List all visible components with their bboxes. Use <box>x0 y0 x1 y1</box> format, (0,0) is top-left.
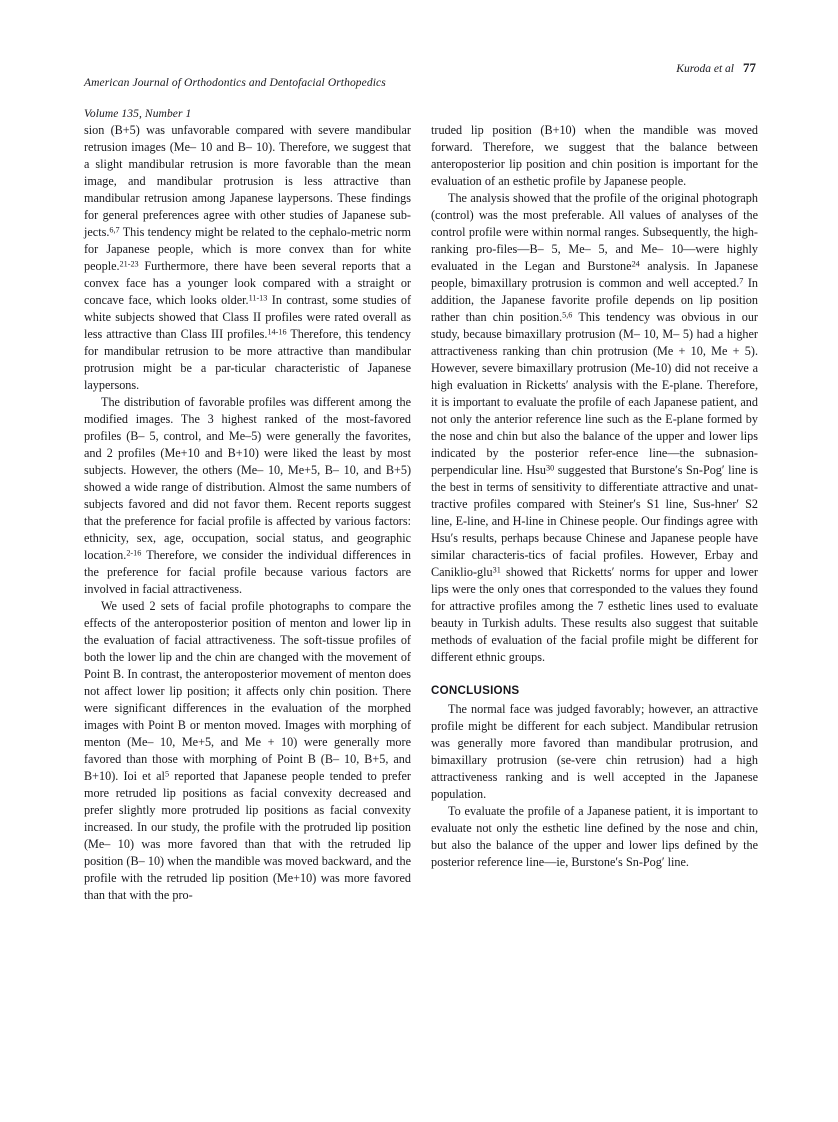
reference-superscript: 21-23 <box>119 259 139 269</box>
running-head-journal <box>84 60 386 122</box>
reference-superscript: 30 <box>546 463 555 473</box>
reference-superscript: 5,6 <box>562 310 573 320</box>
paragraph-distribution-of-favorable-profiles: The distribution of favorable profiles was different among the modified images. The 3 highest ranked of the most-favored profiles (B– 5, control, and Me–5) were generally the favorites, and 2 profiles (Me+10 and B+10) were liked the least by most subjects. However, the others (Me– 10, Me+5, B– 10, and B+5) showed a wide range of distribution. Almost the same numbers of subjects favored and did not favor them. Recent reports suggest that the preference for facial profile is affected by various factors: ethnicity, sex, age, occupation, social status, and geographic location.$^{2-16}$ Therefore, we consider the individual differences in the preference for facial profile because various factors are involved in facial attractiveness. <box>84 395 411 596</box>
running-head-folio <box>676 60 756 78</box>
reference-superscript: 2-16 <box>126 548 142 558</box>
page-number: 77 <box>743 60 756 75</box>
reference-superscript: 5 <box>164 769 170 779</box>
right-column <box>431 122 758 1067</box>
paragraph-continued-protruded-lip: truded lip position (B+10) when the mandible was moved forward. Therefore, we suggest that the balance between anteroposterior lip position and chin position is important for the evaluation of an esthetic profile by Japanese people. <box>431 123 758 188</box>
reference-superscript: 6,7 <box>109 225 120 235</box>
paragraph-two-sets-of-photographs: We used 2 sets of facial profile photographs to compare the effects of the anteroposterior position of menton and lower lip in the evaluation of facial attractiveness. The soft-tissue profiles of both the lower lip and the chin are changed with the movement of Point B. In contrast, the anteroposterior movement of menton does not affect lower lip position; it affects only chin position. There were significant differences in the evaluation of the morphed images with Point B or menton moved. Images with morphing of menton (Me– 10, Me+5, and Me + 10) were generally more favored than those with morphing of Point B (B– 10, B+5, and B+10). Ioi et $al^5$ reported that Japanese people tended to prefer more retruded lip positions as facial convexity decreased and prefer slightly more protruded lip positions as facial convexity increased. In our study, the profile with the protruded lip position (Me– 10) was more favored than that with the retruded lip position (B– 10) when the mandible was moved backward, and the profile with the retruded lip position (Me+10) was more favored than that with the pro- <box>84 599 411 902</box>
paragraph-conclusion-2: To evaluate the profile of a Japanese patient, it is important to evaluate not only the esthetic line defined by the nose and chin, but also the balance of the upper and lower lips defined by the posterior reference line—ie, Burstoneʹs Sn-Pog′ line. <box>431 804 758 869</box>
paragraph-analysis-control-profile: The analysis showed that the profile of the original photograph (control) was the most preferable. All values of analyses of the control profile were within normal ranges. Subsequently, the high-ranking pro-files—B– 5, Me– 5, and Me– 10—were highly evaluated in the Legan and Burstone$^{24}$ analysis. In Japanese people, bimaxillary protrusion is common and well accepted.$^7$ In addition, the Japanese favorite profile depends on lip position rather than chin position.$^{5,6}$ This tendency was obvious in our study, because bimaxillary protrusion (M– 10, M– 5) had a higher attractiveness ranking than chin protrusion (Me + 10, Me + 5). However, severe bimaxillary protrusion (Me-10) did not receive a high evaluation in Rickettsʹ analysis with the E-plane. Therefore, it is important to evaluate the profile of each Japanese patient, and not only the anterior reference line such as the E-plane formed by the nose and chin but also the balance of the upper and lower lips indicated by the posterior refer-ence line—the subnasion-perpendicular line. Hsu$^{30}$ suggested that Burstoneʹs Sn-Pog′ line is the best in terms of sensitivity to differentiate attractive and unat-tractive profiles compared with Steinerʹs S1 line, Sus-hnerʹ S2 line, E-line, and H-line in Chinese people. Our findings agree with Hsuʹs results, perhaps because Chinese and Japanese people have similar characteris-tics of facial profiles. However, Erbay and Caniklio-glu$^{31}$ showed that Rickettsʹ norms for upper and lower lips were the only ones that corresponded to the values they found for attractive profiles among the 7 esthetic lines used to evaluate beauty in Turkish adults. These results also suggest that suitable methods of evaluation of the facial profile might be different for different ethnic groups. <box>431 191 759 664</box>
body-columns <box>84 122 758 1067</box>
section-heading-conclusions: CONCLUSIONS <box>431 684 520 697</box>
reference-superscript: 7 <box>739 276 744 286</box>
running-head <box>84 60 756 122</box>
reference-superscript: 11-13 <box>248 293 268 303</box>
journal-title: American Journal of Orthodontics and Dentofacial Orthopedics <box>84 76 386 89</box>
volume-issue: Volume 135, Number 1 <box>84 107 192 120</box>
reference-superscript: 14-16 <box>267 327 287 337</box>
paragraph-conclusion-1: The normal face was judged favorably; however, an attractive profile might be different for each subject. Mandibular retrusion was generally more favored than mandibular protrusion, and bimaxillary protrusion (se-vere chin retrusion) had a high attractiveness ranking and is well accepted in the Japanese population. <box>431 702 758 801</box>
reference-superscript: 24 <box>631 259 640 269</box>
paragraph-continued-discussion: sion (B+5) was unfavorable compared with severe mandibular retrusion images (Me– 10 and B– 10). Therefore, we suggest that a slight mandibular retrusion is more favorable than the mean image, and mandibular protrusion is less attractive than mandibular retrusion among Japanese laypersons. These findings for general preferences agree with other studies of Japanese sub-jects.$^{6,7}$ This tendency might be related to the cephalo-metric norm for Japanese people, which is more convex than for white people.$^{21-23}$ Furthermore, there have been several reports that a convex face has a younger look compared with a straight or concave face, which looks older.$^{11-13}$ In contrast, some studies of white subjects showed that Class II profiles were rated overall as less attractive than Class III profiles.$^{14-16}$ Therefore, this tendency for mandibular retrusion to be more attractive than mandibular protrusion might be a par-ticular characteristic of Japanese laypersons. <box>84 123 412 392</box>
left-column <box>84 122 411 1067</box>
authors-citation: Kuroda et al <box>676 63 734 75</box>
reference-superscript: 31 <box>492 565 501 575</box>
